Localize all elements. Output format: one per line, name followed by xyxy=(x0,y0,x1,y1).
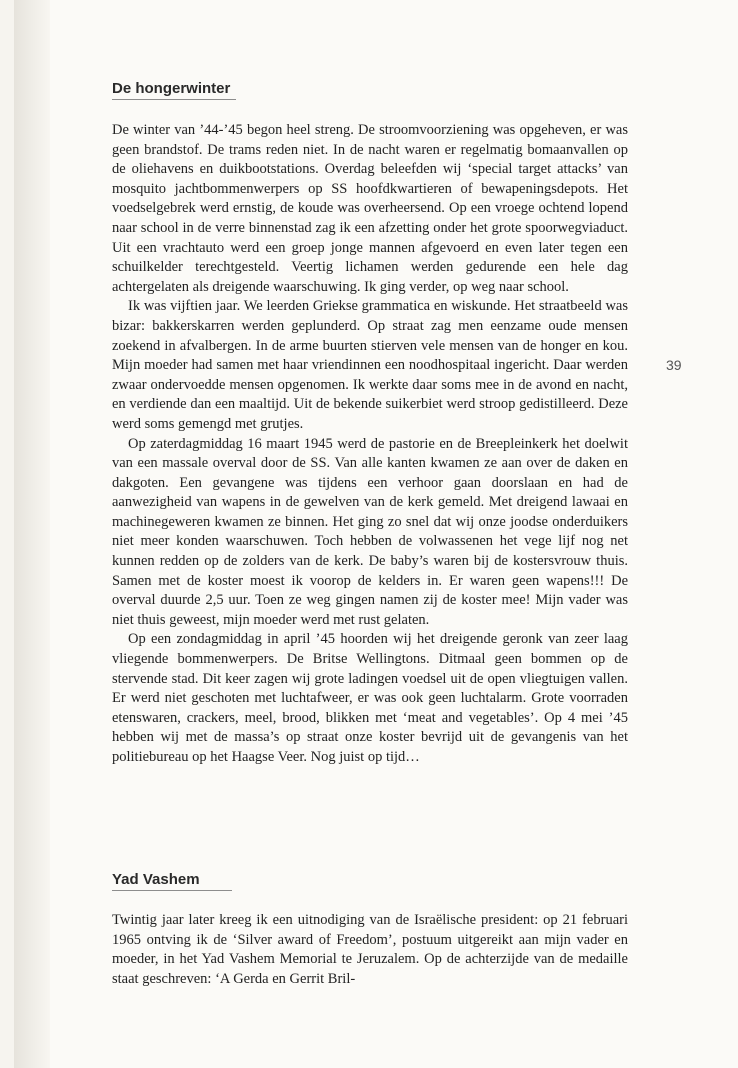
page-number: 39 xyxy=(666,357,682,373)
paragraph: De winter van ’44-’45 begon heel streng. De stroomvoorziening was opgeheven, er was geen brandstof. De trams reden niet. In de nacht waren er regelmatig bomaanvallen op de oliehavens en duikbootstations. Overdag beleefden wij ‘special target attacks’ van mosquito jachtbommenwerpers op SS hoofdkwartieren of bewapeningsdepots. Het voedselgebrek werd ernstig, de koude was overheersend. Op een vroege ochtend lopend naar school in de verre binnenstad zag ik een afzetting onder het grote spoorwegviaduct. Uit een vrachtauto werd een groep jonge mannen afgevoerd en even later tegen een schuilkelder terechtgesteld. Veertig lichamen werden gedurende een hele dag achtergelaten als dreigende waarschuwing. Ik ging verder, op weg naar school. xyxy=(112,122,628,295)
book-page xyxy=(14,0,738,1068)
paragraph: Op een zondagmiddag in april ’45 hoorden wij het dreigende geronk van zeer laag vliegende bommenwerpers. De Britse Wellingtons. Ditmaal geen bommen op de stervende stad. Dit keer zagen wij grote ladingen voedsel uit de open vliegtuigen vallen. Er werd niet geschoten met luchtafweer, er was ook geen luchtalarm. Grote voorraden etenswaren, crackers, meel, brood, blikken met ‘meat and vegetables’. Op 4 mei ’45 hebben wij met de massa’s op straat onze koster bevrijd uit de gevangenis van het politiebureau op het Haagse Veer. Nog juist op tijd… xyxy=(112,631,628,765)
paragraph: Op zaterdagmiddag 16 maart 1945 werd de pastorie en de Breepleinkerk het doelwit van een massale overval door de SS. Van alle kanten kwamen ze aan over de daken en dakgoten. Een gevangene was tijdens een verhoor gaan doorslaan en had de aanwezigheid van wapens in de gewelven van de kerk gemeld. Met dreigend lawaai en machinegeweren kwamen ze binnen. Het ging zo snel dat wij onze joodse onderduikers niet meer konden waarschuwen. Toch hebben de volwassenen het vege lijf nog net kunnen redden op de zolders van de kerk. De baby’s waren bij de kostersvrouw thuis. Samen met de koster moest ik voorop de kelders in. Er waren geen wapens!!! De overval duurde 2,5 uur. Toen ze weg gingen namen zij de koster mee! Mijn vader was niet thuis geweest, mijn moeder werd met rust gelaten. xyxy=(112,435,628,628)
section-heading-hongerwinter: De hongerwinter xyxy=(112,80,231,97)
heading-underline xyxy=(112,99,236,100)
section-heading-yad-vashem: Yad Vashem xyxy=(112,871,200,888)
heading-underline xyxy=(112,890,232,891)
page-binding-shadow xyxy=(14,0,50,1068)
paragraph: Twintig jaar later kreeg ik een uitnodiging van de Israëlische president: op 21 februari 1965 ontving ik de ‘Silver award of Freedom’, postuum uitgereikt aan mijn vader en moeder, in het Yad Vashem Memorial te Jeruzalem. Op de achterzijde van de medaille staat geschreven: ‘A Gerda en Gerrit Bril- xyxy=(112,912,628,987)
section-body-hongerwinter xyxy=(112,121,628,768)
section-body-yad-vashem xyxy=(112,911,628,989)
paragraph: Ik was vijftien jaar. We leerden Griekse grammatica en wiskunde. Het straatbeeld was bizar: bakkerskarren werden geplunderd. Op straat zag men eenzame oude mensen zoekend in afvalbergen. In de arme buurten stierven vele mensen van de honger en kou. Mijn moeder had samen met haar vriendinnen een noodhospitaal ingericht. Daar werden zwaar ondervoedde mensen opgenomen. Ik werkte daar soms mee in de avond en nacht, en verdiende dan een maaltijd. Uit de bekende suikerbiet werd stroop gedistilleerd. Deze werd soms gemengd met grutjes. xyxy=(112,298,628,432)
